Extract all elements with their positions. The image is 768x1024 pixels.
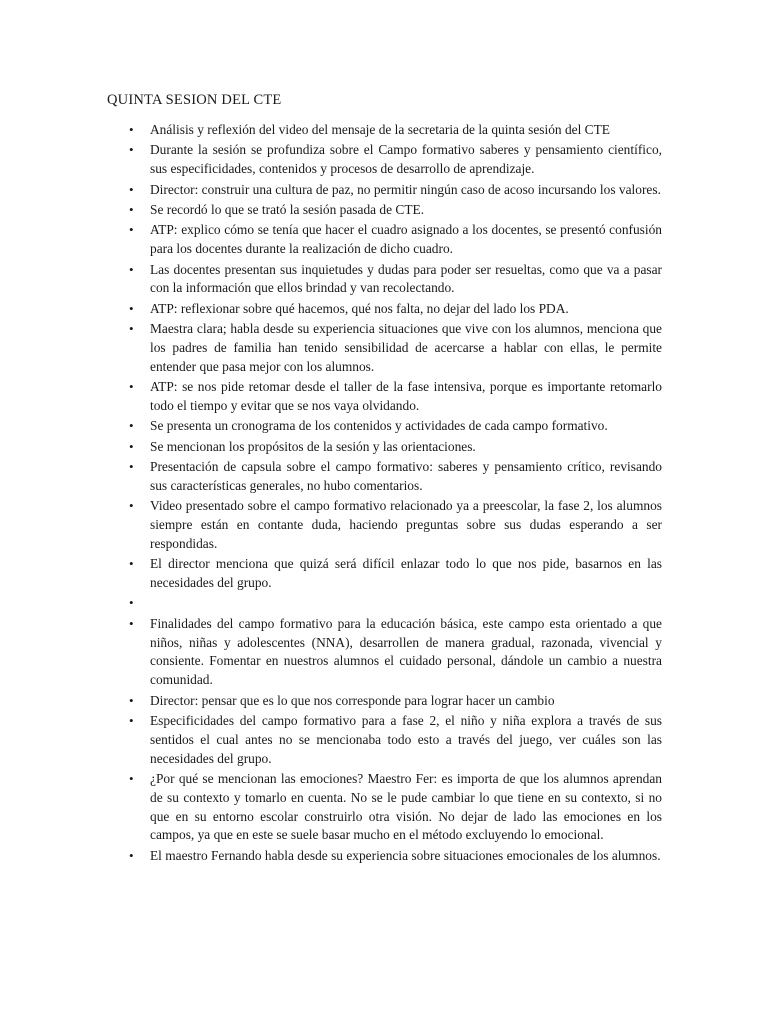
list-item-text: ¿Por qué se mencionan las emociones? Maestro Fer: es importa de que los alumnos aprendan de su contexto y tomarlo en cuenta. No se le pude cambiar lo que tiene en su contexto, si no que en su entorno escolar construirlo otra visión. No dejar de lado las emociones en los campos, ya que en este se suele basar mucho en el método excluyendo lo emocional. xyxy=(150,770,662,843)
bullet-icon: • xyxy=(129,847,134,863)
bullet-icon: • xyxy=(129,556,134,572)
bullet-icon: • xyxy=(129,379,134,395)
list-item-text: Especificidades del campo formativo para a fase 2, el niño y niña explora a través de sus sentidos el cual antes no se mencionaba todo esto a través del juego, ver cuáles son las necesidades del grupo. xyxy=(150,713,662,766)
list-item-text: Durante la sesión se profundiza sobre el Campo formativo saberes y pensamiento científico, sus especificidades, contenidos y procesos de desarrollo de aprendizaje. xyxy=(150,142,662,177)
list-item-text: Video presentado sobre el campo formativo relacionado ya a preescolar, la fase 2, los alumnos siempre están en contante duda, haciendo preguntas sobre sus dudas esperando a ser respondidas. xyxy=(150,498,662,551)
bullet-icon: • xyxy=(129,261,134,277)
bullet-list xyxy=(0,121,768,867)
list-item xyxy=(0,261,662,299)
document-title: QUINTA SESION DEL CTE xyxy=(107,92,282,108)
bullet-icon: • xyxy=(129,300,134,316)
bullet-icon: • xyxy=(129,181,134,197)
bullet-icon: • xyxy=(129,222,134,238)
list-item xyxy=(0,300,662,319)
list-item-text: Análisis y reflexión del video del mensaje de la secretaria de la quinta sesión del CTE xyxy=(150,122,610,137)
list-item xyxy=(0,615,662,690)
list-item xyxy=(0,497,662,553)
list-item xyxy=(0,594,662,613)
list-item xyxy=(0,221,662,259)
list-item-text: Las docentes presentan sus inquietudes y dudas para poder ser resueltas, como que va a pasar con la información que ellos brindad y van recolectando. xyxy=(150,261,662,296)
bullet-icon: • xyxy=(129,201,134,217)
list-item xyxy=(0,458,662,496)
list-item-text: El director menciona que quizá será difícil enlazar todo lo que nos pide, basarnos en las necesidades del grupo. xyxy=(150,556,662,591)
list-item-text: Se recordó lo que se trató la sesión pasada de CTE. xyxy=(150,201,425,217)
bullet-icon: • xyxy=(129,122,134,137)
list-item xyxy=(0,417,662,436)
list-item xyxy=(0,378,662,416)
list-item-text: Director: pensar que es lo que nos corresponde para lograr hacer un cambio xyxy=(150,692,555,708)
list-item-text: ATP: reflexionar sobre qué hacemos, qué nos falta, no dejar del lado los PDA. xyxy=(150,300,569,316)
list-item xyxy=(0,847,662,866)
list-item-text xyxy=(150,594,662,613)
list-item xyxy=(0,770,662,845)
list-item-text: Presentación de capsula sobre el campo formativo: saberes y pensamiento crítico, revisando sus características generales, no hubo comentarios. xyxy=(150,459,662,493)
list-item-text: Finalidades del campo formativo para la educación básica, este campo esta orientado a que niños, niñas y adolescentes (NNA), desarrollen de manera gradual, razonada, vivencial y consiente. Fomentar en nuestros alumnos el cuidado personal, dándole un cambio a nuestra comunidad. xyxy=(150,615,662,688)
list-item xyxy=(0,141,662,179)
list-item xyxy=(0,121,662,140)
bullet-icon: • xyxy=(129,438,134,454)
list-item-text: ATP: se nos pide retomar desde el taller de la fase intensiva, porque es importante retomarlo todo el tiempo y evitar que se nos vaya olvidando. xyxy=(150,379,662,413)
bullet-icon: • xyxy=(129,142,134,158)
bullet-icon: • xyxy=(129,498,134,514)
bullet-icon: • xyxy=(129,459,134,475)
list-item-text: ATP: explico cómo se tenía que hacer el cuadro asignado a los docentes, se presentó confusión para los docentes durante la realización de dicho cuadro. xyxy=(150,222,662,257)
bullet-icon: • xyxy=(129,418,134,434)
list-item xyxy=(0,692,662,711)
bullet-icon: • xyxy=(129,770,134,786)
list-item-text: Director: construir una cultura de paz, no permitir ningún caso de acoso incursando los valores. xyxy=(150,181,661,197)
bullet-icon: • xyxy=(129,595,134,611)
bullet-icon: • xyxy=(129,692,134,708)
list-item xyxy=(0,712,662,768)
list-item-text: Se mencionan los propósitos de la sesión y las orientaciones. xyxy=(150,438,476,454)
list-item xyxy=(0,320,662,376)
list-item xyxy=(0,555,662,593)
list-item-text: Se presenta un cronograma de los contenidos y actividades de cada campo formativo. xyxy=(150,418,608,434)
list-item-text: Maestra clara; habla desde su experiencia situaciones que vive con los alumnos, menciona que los padres de familia han tenido sensibilidad de acercarse a hablar con ellas, le permite entender que pasa mejor con los alumnos. xyxy=(150,321,662,374)
list-item xyxy=(0,201,662,220)
list-item-text: El maestro Fernando habla desde su experiencia sobre situaciones emocionales de los alumnos. xyxy=(150,847,661,863)
list-item xyxy=(0,181,662,200)
bullet-icon: • xyxy=(129,615,134,631)
bullet-icon: • xyxy=(129,713,134,728)
bullet-icon: • xyxy=(129,321,134,337)
list-item xyxy=(0,438,662,457)
